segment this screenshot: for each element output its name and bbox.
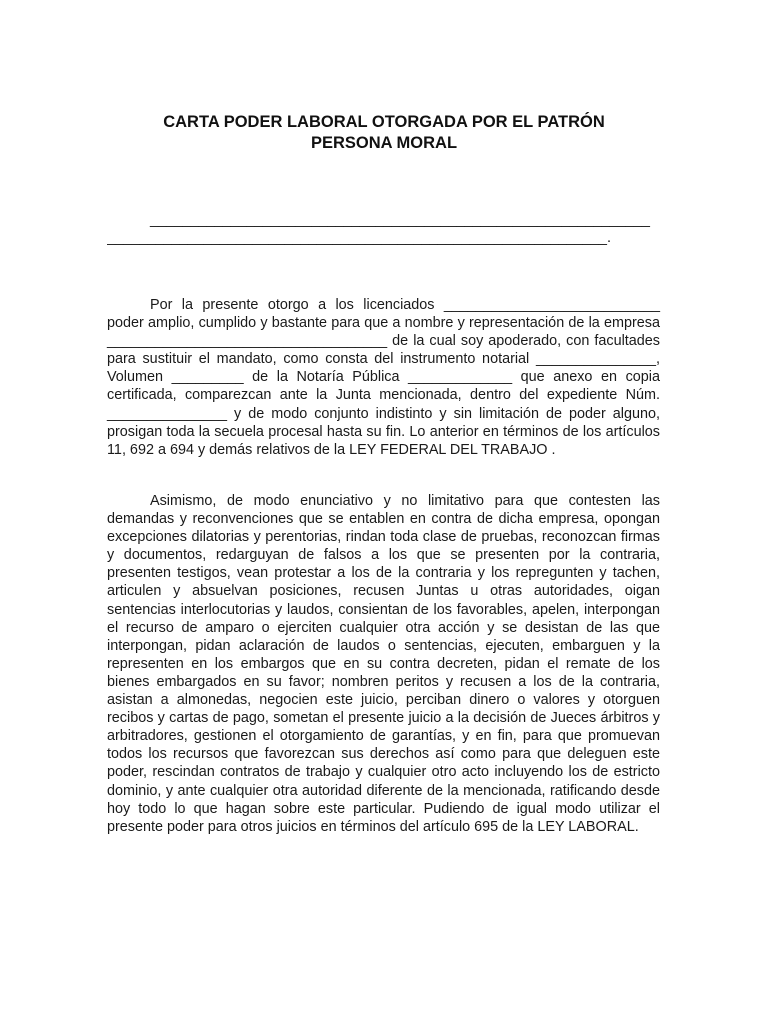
paragraph-1 bbox=[107, 296, 660, 459]
title-line-2: PERSONA MORAL bbox=[310, 134, 458, 152]
title-line-1: CARTA PODER LABORAL OTORGADA POR EL PATRÓN bbox=[163, 113, 605, 131]
paragraph-1-text: Por la presente otorgo a los licenciados ___________________________ poder amplio, cumplido y bastante para que a nombre y representación de la empresa ___________________________________ de la cual soy apoderado, con facultades para sustituir el mandato, como consta del instrumento notarial _______________, Volumen _________ de la Notaría Pública _____________ que anexo en copia certificada, comparezcan ante la Junta mencionada, dentro del expediente Núm. _______________ y de modo conjunto indistinto y sin limitación de poder alguno, prosigan toda la secuela procesal hasta su fin. Lo anterior en términos de los artículos 11, 692 a 694 y demás relativos de la LEY FEDERAL DEL TRABAJO . bbox=[107, 297, 660, 458]
addressee-blank-lines bbox=[107, 211, 662, 247]
paragraph-2 bbox=[107, 492, 660, 836]
blank-line-1: ______________________________________________________________ bbox=[150, 212, 650, 228]
paragraph-2-text: Asimismo, de modo enunciativo y no limitativo para que contesten las demandas y reconvenciones que se entablen en contra de dicha empresa, opongan excepciones dilatorias y perentorias, rindan toda clase de pruebas, reconozcan firmas y documentos, redarguyan de falsos a los que se presenten por la contraria, presenten testigos, vean protestar a los de la contraria y los repregunten y tachen, articulen y absuelvan posiciones, recusen Juntas u otras autoridades, oigan sentencias interlocutorias y laudos, consientan de los favorables, apelen, interpongan el recurso de amparo o ejerciten cualquier otra acción y se desistan de las que interpongan, pidan aclaración de laudos o sentencias, ejecuten, embarguen y la representen en los embargos que en su contra decreten, pidan el remate de los bienes embargados en su favor; nombren peritos y recusen a los de la contraria, asistan a almonedas, negocien este juicio, perciban dinero o valores y otorguen recibos y cartas de pago, sometan el presente juicio a la decisión de Jueces árbitros y arbitradores, gestionen el otorgamiento de garantías, y en fin, para que promuevan todos los recursos que favorezcan sus derechos así como para que deleguen este poder, rescindan contratos de trabajo y cualquier otro acto incluyendo los de estricto dominio, y ante cualquier otra autoridad diferente de la mencionada, ratificando desde hoy todo lo que hagan sobre este particular. Pudiendo de igual modo utilizar el presente poder para otros juicios en términos del artículo 695 de la LEY LABORAL. bbox=[107, 493, 660, 835]
blank-line-2: ______________________________________________________________. bbox=[107, 230, 612, 246]
document-title bbox=[0, 112, 768, 154]
